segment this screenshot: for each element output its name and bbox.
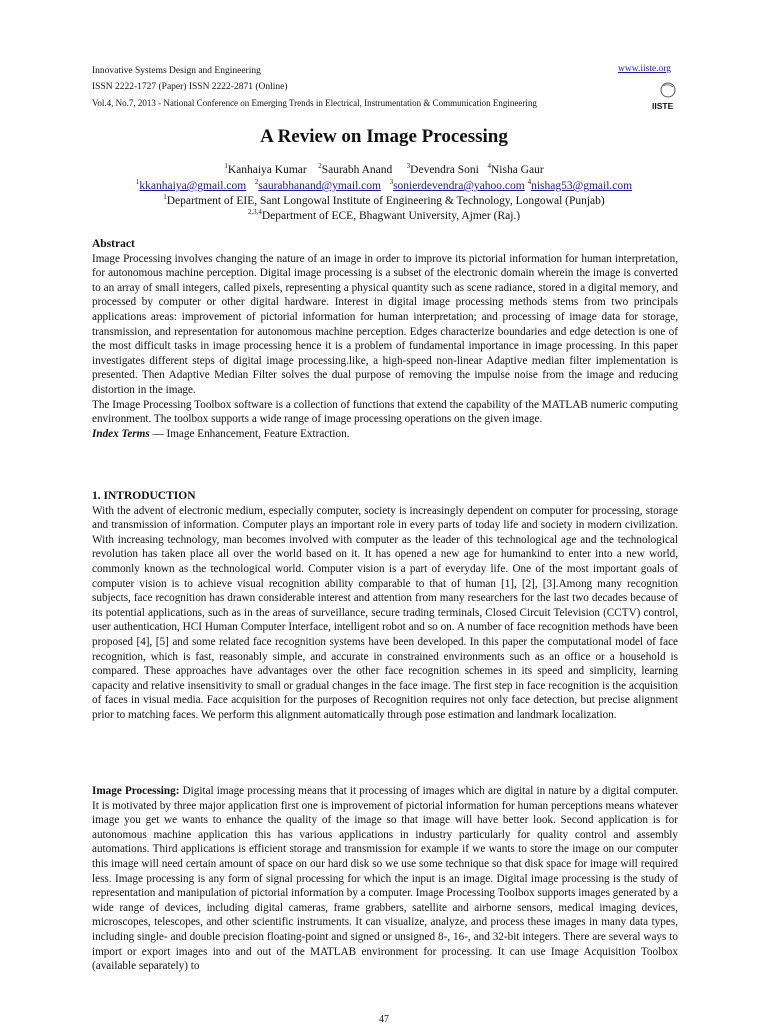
abstract-section	[92, 237, 678, 441]
author-2-sup: 2	[318, 162, 322, 170]
index-terms	[92, 427, 678, 442]
author-4-sup: 4	[487, 162, 491, 170]
iiste-logo-icon	[652, 82, 678, 112]
email-4-link[interactable]: nishag53@gmail.com	[531, 179, 633, 192]
email-1-sup: 1	[135, 178, 140, 186]
volume-line: Vol.4, No.7, 2013 - National Conference on Emerging Trends in Electrical, Instrumentation & Communication Engineering	[92, 98, 537, 108]
email-3-sup: 3	[389, 178, 394, 186]
image-processing-text: Digital image processing means that it processing of images which are digital in nature by a digital computer. It is motivated by three major application first one is improvement of pictorial information for human perceptions means whatever image you get we wants to enhance the quality of the image so that image will have better look. Second application is for autonomous machine application this has various applications in industry particularly for quality control and assembly automations. Third applications is efficient storage and transmission for example if we wants to store the image on our computer this image will need certain amount of space on our hard disk so we use some technique so that disk space for image will required less. Image processing is any form of signal processing for which the input is an image. Digital image processing is the study of representation and manipulation of pictorial information by a computer. Image Processing Toolbox supports images generated by a wide range of devices, including digital cameras, frame grabbers, satellite and airborne sensors, medical imaging devices, microscopes, telescopes, and other scientific instruments. It can visualize, analyze, and process these images in many data types, including single- and double precision floating-point and signed or unsigned 8-, 16-, and 32-bit integers. There are several ways to import or export images into and out of the MATLAB environment for processing. It can use Image Acquisition Toolbox (available separately) to	[92, 785, 678, 973]
issn-line: ISSN 2222-1727 (Paper) ISSN 2222-2871 (Online)	[92, 82, 288, 92]
abstract-paragraph-2: The Image Processing Toolbox software is a collection of functions that extend the capability of the MATLAB numeric computing environment. The toolbox supports a wide range of image processing operations on the given image.	[92, 398, 678, 426]
paper-title: A Review on Image Processing	[260, 126, 508, 147]
author-1: Kanhaiya Kumar	[227, 163, 307, 176]
email-2-sup: 2	[254, 178, 259, 186]
image-processing-paragraph	[92, 784, 678, 974]
author-3: Devendra Soni	[410, 163, 479, 176]
website-link[interactable]: www.iiste.org	[618, 64, 672, 74]
author-4: Nisha Gaur	[490, 163, 544, 176]
affiliation-2-text: Department of ECE, Bhagwant University, Ajmer (Raj.)	[261, 209, 521, 222]
image-processing-section	[92, 784, 678, 974]
introduction-paragraph: With the advent of electronic medium, especially computer, society is increasingly dependent on computer for processing, storage and transmission of information. Computer plays an important role in every parts of today life and society in modern civilization. With increasing technology, man becomes involved with computer as the leader of this technological age and the technological revolution has taken place all over the world based on it. It has opened a new age for humankind to enter into a new world, commonly known as the technological world. Computer vision is a part of everyday life. One of the most important goals of computer vision is to achieve visual recognition ability comparable to that of human [1], [2], [3].Among many recognition subjects, face recognition has drawn considerable interest and attention from many researchers for the last two decades because of its potential applications, such as in the areas of surveillance, secure trading terminals, Closed Circuit Television (CCTV) control, user authentication, HCI Human Computer Interface, intelligent robot and so on. A number of face recognition methods have been proposed [4], [5] and some related face recognition systems have been developed. In this paper the computational model of face recognition, which is fast, reasonably simple, and accurate in constrained environments such as an office or a household is compared. These approaches have advantages over the other face recognition schemes in its speed and simplicity, learning capacity and relative insensitivity to small or gradual changes in the face image. The first step in face recognition is the acquisition of faces in visual media. Face acquisition for the purposes of Recognition requires not only face detection, but precise alignment prior to matching faces. We perform this alignment automatically through pose estimation and landmark localization.	[92, 504, 678, 721]
image-processing-label: Image Processing:	[92, 785, 180, 797]
author-1-sup: 1	[224, 162, 228, 170]
abstract-paragraph-1: Image Processing involves changing the nature of an image in order to improve its pictorial information for human interpretation, for autonomous machine perception. Digital image processing is a subset of the electronic domain wherein the image is converted to an array of small integers, called pixels, representing a physical quantity such as scene radiance, stored in a digital memory, and processed by computer or other digital hardware. Interest in digital image processing methods stems from two principals applications areas: improvement of pictorial information for human interpretation; and processing of image data for storage, transmission, and representation for autonomous machine perception. Edges characterize boundaries and edge detection is one of the most difficult tasks in image processing hence it is a problem of fundamental importance in image processing. In this paper investigates different steps of digital image processing.like, a high-speed non-linear Adaptive median filter implementation is presented. Then Adaptive Median Filter solves the dual purpose of removing the impulse noise from the image and reducing distortion in the image.	[92, 252, 678, 396]
author-3-sup: 3	[406, 162, 411, 170]
introduction-heading: 1. INTRODUCTION	[92, 490, 196, 502]
email-list	[0, 178, 768, 192]
affiliation-1-sup: 1	[163, 193, 167, 201]
index-terms-label: Index Terms	[92, 427, 150, 440]
affiliation-2	[0, 208, 768, 222]
email-2-link[interactable]: saurabhanand@ymail.com	[258, 179, 381, 192]
introduction-section	[92, 489, 678, 723]
email-4-sup: 4	[527, 178, 532, 186]
affiliation-2-sup: 2,3,4	[247, 208, 262, 216]
email-3-link[interactable]: sonierdevendra@yahoo.com	[393, 179, 525, 192]
abstract-heading: Abstract	[92, 238, 135, 250]
affiliation-1	[0, 193, 768, 207]
author-2: Saurabh Anand	[321, 163, 393, 176]
author-list	[0, 162, 768, 176]
email-1-link[interactable]: kkanhaiya@gmail.com	[139, 179, 247, 192]
page-number: 47	[379, 1014, 389, 1025]
logo-text: IISTE	[652, 101, 674, 111]
journal-name: Innovative Systems Design and Engineering	[92, 66, 261, 76]
index-terms-text: — Image Enhancement, Feature Extraction.	[149, 427, 350, 440]
affiliation-1-text: Department of EIE, Sant Longowal Institute of Engineering & Technology, Longowal (Punjab)	[166, 194, 605, 207]
